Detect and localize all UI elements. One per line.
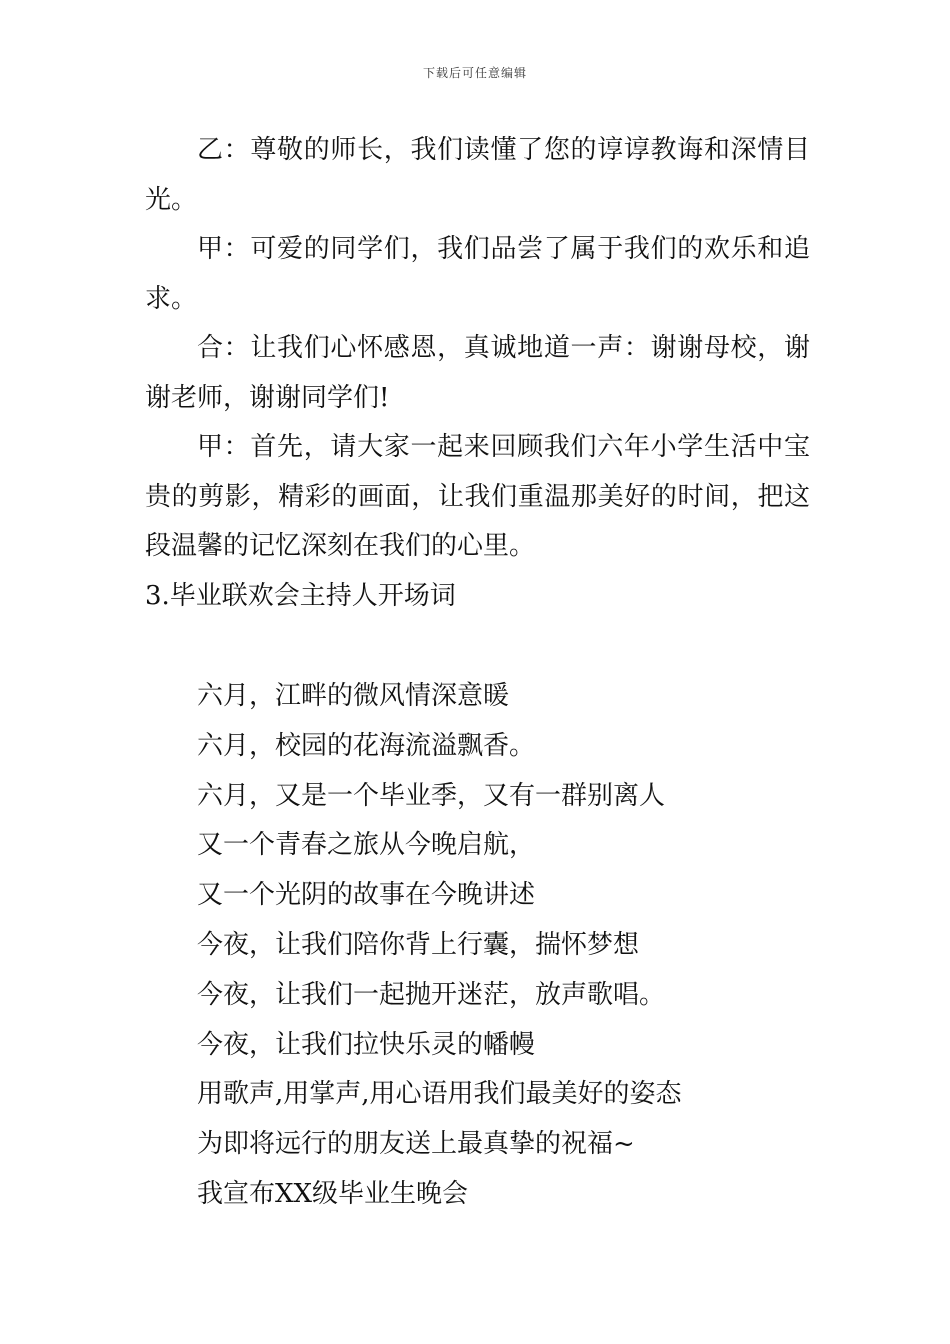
poem-line: 又一个光阴的故事在今晚讲述: [197, 880, 536, 911]
document-body: [145, 126, 810, 1220]
section-title: 3.毕业联欢会主持人开场词: [145, 580, 456, 611]
poem-line: 今夜，让我们拉快乐灵的幡幔: [197, 1029, 536, 1060]
dialogue-paragraph: 合：让我们心怀感恩，真诚地道一声：谢谢母校，谢谢老师，谢谢同学们!: [145, 333, 810, 413]
poem-line: 六月，校园的花海流溢飘香。: [197, 730, 536, 761]
poem-line: 又一个青春之旅从今晚启航，: [197, 830, 536, 861]
dialogue-paragraph: 甲：首先，请大家一起来回顾我们六年小学生活中宝贵的剪影，精彩的画面，让我们重温那美好的时间，把这段温馨的记忆深刻在我们的心里。: [145, 432, 810, 561]
spacer: [145, 621, 810, 672]
poem-line: 今夜，让我们一起抛开迷茫，放声歌唱。: [197, 979, 666, 1010]
page-header-note: 下载后可任意编辑: [422, 66, 527, 80]
dialogue-paragraph: 甲：可爱的同学们，我们品尝了属于我们的欢乐和追求。: [145, 234, 810, 314]
poem-line: 六月，江畔的微风情深意暖: [197, 681, 510, 711]
poem-line: 用歌声,用掌声,用心语用我们最美好的姿态: [197, 1079, 682, 1110]
dialogue-paragraph: 乙：尊敬的师长，我们读懂了您的谆谆教诲和深情目光。: [145, 135, 810, 215]
poem-block: [145, 672, 810, 1220]
poem-line: 我宣布XX级毕业生晚会: [197, 1178, 469, 1209]
poem-line: 六月，又是一个毕业季，又有一群别离人: [197, 780, 666, 811]
poem-line: 今夜，让我们陪你背上行囊，揣怀梦想: [197, 929, 640, 960]
poem-line: 为即将远行的朋友送上最真挚的祝福~: [197, 1129, 635, 1160]
